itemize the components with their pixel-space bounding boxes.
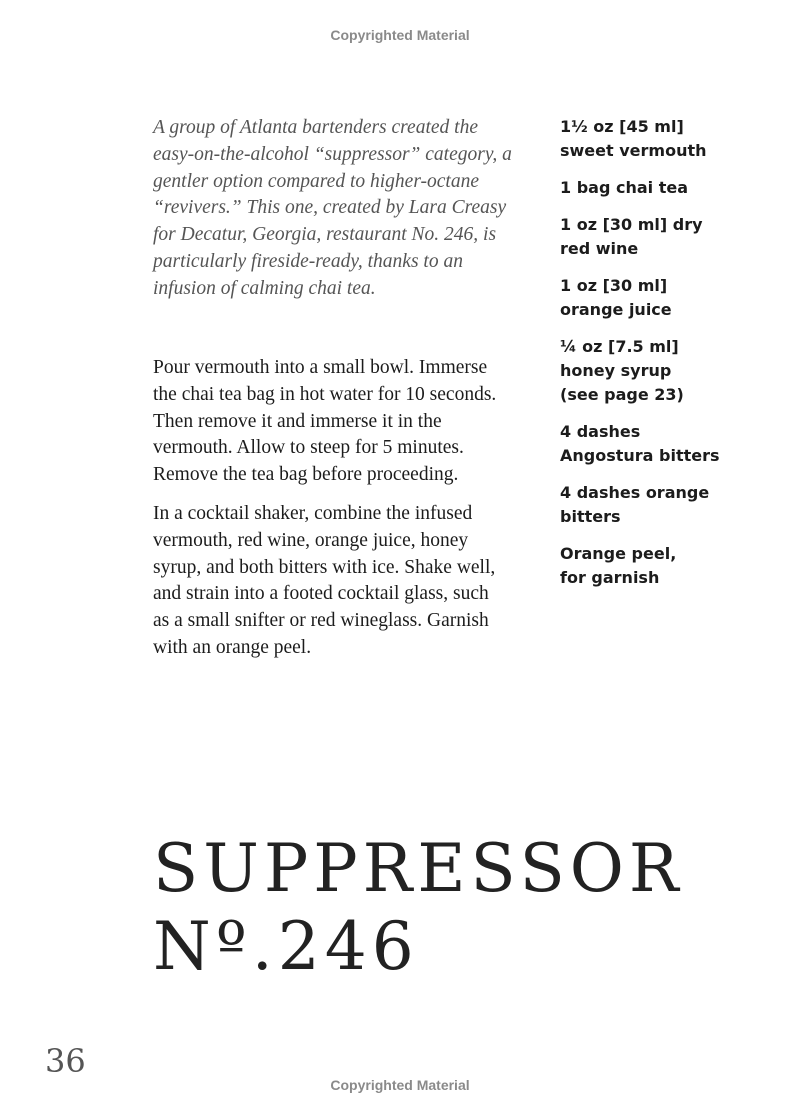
copyright-watermark-bottom: Copyrighted Material [330, 1077, 470, 1093]
ingredient-item: 4 dashes Angostura bitters [560, 422, 720, 465]
method-step: Pour vermouth into a small bowl. Immerse the chai tea bag in hot water for 10 seconds. Then remove it and immerse it in the vermouth. Allow to steep for 5 minutes. Remove the tea bag before proceeding. [153, 357, 497, 486]
ingredient-item: 1 oz [30 ml] orange juice [560, 276, 672, 319]
ingredient-item: 1 bag chai tea [560, 178, 688, 197]
ingredient-list [560, 115, 760, 603]
ingredient-item: 4 dashes orange bitters [560, 483, 710, 526]
ingredient-item: Orange peel, for garnish [560, 544, 677, 587]
page-number: 36 [45, 1042, 86, 1080]
copyright-watermark-top: Copyrighted Material [330, 27, 470, 43]
recipe-title: SUPPRESSOR Nº.246 [153, 830, 684, 985]
ingredient-item: ¼ oz [7.5 ml] honey syrup (see page 23) [560, 337, 684, 404]
recipe-intro: A group of Atlanta bartenders created the easy-on-the-alcohol “suppressor” category, a gentler option compared to higher-octane “revivers.” This one, created by Lara Creasy for Decatur, Georgia, restaurant No. 246, is particularly fireside-ready, thanks to an infusion of calming chai tea. [153, 117, 512, 299]
ingredient-item: 1 oz [30 ml] dry red wine [560, 215, 703, 258]
recipe-method [153, 355, 505, 674]
ingredient-item: 1½ oz [45 ml] sweet vermouth [560, 117, 707, 160]
method-step: In a cocktail shaker, combine the infused vermouth, red wine, orange juice, honey syrup, and both bitters with ice. Shake well, and strain into a footed cocktail glass, such as a small snifter or red wineglass. Garnish with an orange peel. [153, 502, 496, 658]
